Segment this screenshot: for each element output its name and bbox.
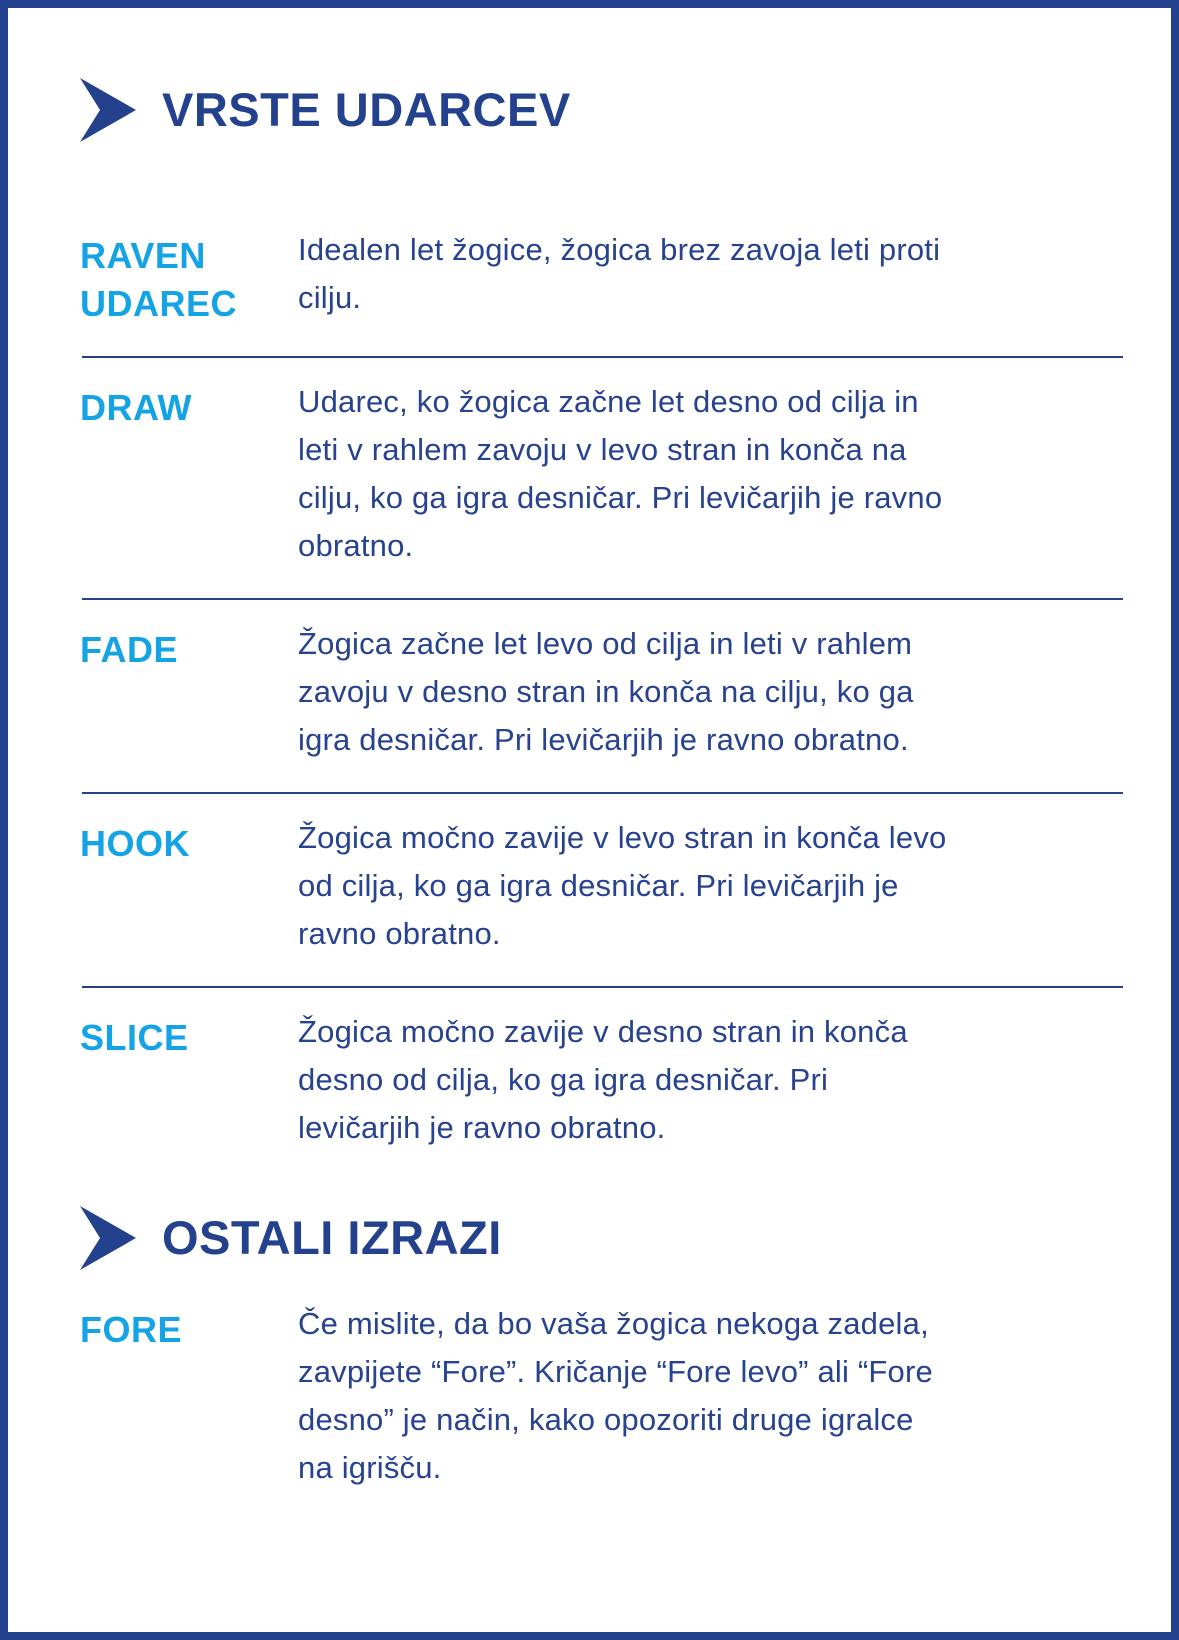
definition-line: Žogica začne let levo od cilja in leti v rahlem [298,626,913,661]
definition-line: cilju. [298,280,362,315]
term-definition [298,378,1123,570]
glossary-entry [80,1280,1123,1520]
definition-line: od cilja, ko ga igra desničar. Pri levičarjih je [298,868,899,903]
definition-line: Žogica močno zavije v levo stran in konča levo [298,820,947,855]
glossary-entry [80,600,1123,792]
entry-list [80,1280,1123,1520]
page-content [8,8,1171,1632]
definition-line: levičarjih je ravno obratno. [298,1110,666,1145]
definition-line: leti v rahlem zavoju v levo stran in konča na [298,432,907,467]
term-label: FADE [80,629,179,670]
definition-line: igra desničar. Pri levičarjih je ravno obratno. [298,722,909,757]
chevron-right-icon [80,1206,136,1270]
definition-line: Žogica močno zavije v desno stran in konča [298,1014,908,1049]
term-definition [298,1008,1123,1152]
definition-line: desno” je način, kako opozoriti druge igralce [298,1402,914,1437]
definition-line: obratno. [298,528,414,563]
glossary-section [80,1206,1123,1520]
section-title: VRSTE UDARCEV [162,83,571,136]
entry-list [80,206,1123,1180]
glossary-entry [80,988,1123,1180]
definition-line: zavoju v desno stran in konča na cilju, ko ga [298,674,914,709]
definition-line: na igrišču. [298,1450,442,1485]
section-title: OSTALI IZRAZI [162,1211,502,1264]
term-label: RAVEN UDAREC [80,235,238,324]
term-definition [298,620,1123,764]
glossary-entry [80,794,1123,986]
definition-line: zavpijete “Fore”. Kričanje “Fore levo” ali “Fore [298,1354,933,1389]
definition-line: cilju, ko ga igra desničar. Pri levičarjih je ravno [298,480,943,515]
definition-line: ravno obratno. [298,916,501,951]
term-label: HOOK [80,823,190,864]
definition-line: Udarec, ko žogica začne let desno od cilja in [298,384,919,419]
term-label: SLICE [80,1017,189,1058]
section-header [80,1206,1123,1270]
definition-line: Idealen let žogice, žogica brez zavoja leti proti [298,232,941,267]
term-label: FORE [80,1309,183,1350]
definition-line: desno od cilja, ko ga igra desničar. Pri [298,1062,829,1097]
term-label: DRAW [80,387,192,428]
glossary-section [80,78,1123,1180]
glossary-entry [80,206,1123,356]
term-definition [298,226,1123,322]
chevron-right-icon [80,78,136,142]
term-definition [298,814,1123,958]
term-definition [298,1300,1123,1492]
definition-line: Če mislite, da bo vaša žogica nekoga zadela, [298,1306,929,1341]
glossary-entry [80,358,1123,598]
section-header [80,78,1123,142]
